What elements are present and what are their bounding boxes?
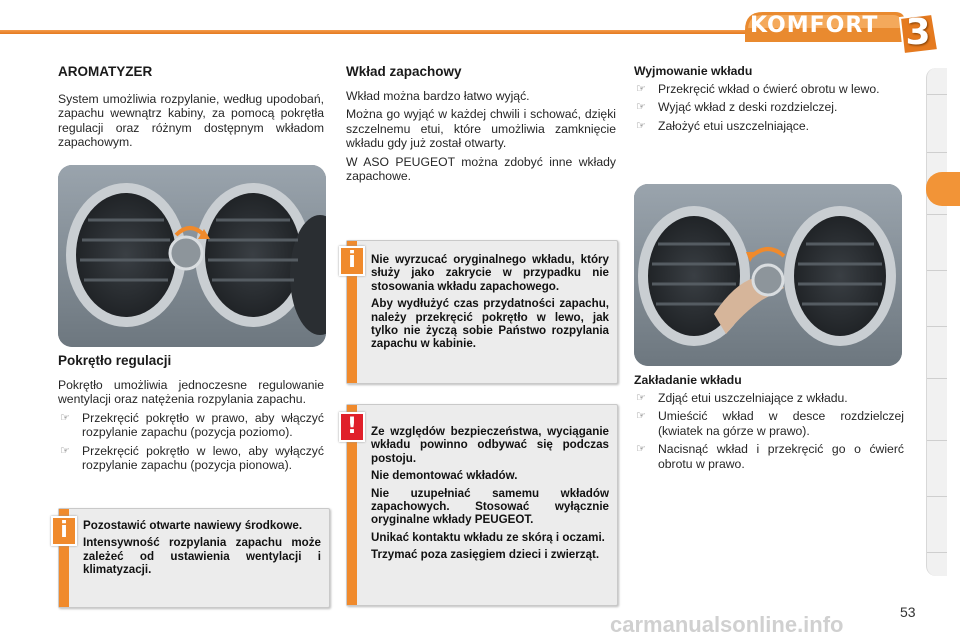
info-text: Pozostawić otwarte nawiewy środkowe.	[83, 519, 303, 532]
info-icon: i	[339, 246, 365, 276]
list-item	[634, 100, 904, 114]
warning-text: Trzymać poza zasięgiem dzieci i zwierząt.	[371, 548, 600, 562]
regulation-section	[58, 353, 324, 472]
section-heading-removal: Wyjmowanie wkładu	[634, 64, 753, 78]
pointing-hand-icon: ☞	[636, 392, 646, 404]
pointing-hand-icon: ☞	[636, 119, 646, 132]
paragraph: Wkład można bardzo łatwo wyjąć.	[346, 89, 530, 103]
warning-text: Nie uzupełniać samemu wkładów zapachowych. Stosować wyłącznie oryginalne wkłady PEUGEOT.	[371, 486, 609, 527]
section-heading-cartridge: Wkład zapachowy	[346, 64, 462, 79]
pointing-hand-icon: ☞	[636, 410, 646, 423]
tab-divider	[927, 270, 947, 271]
middle-column	[346, 64, 616, 183]
regulation-paragraph: Pokrętło umożliwia jednoczesne regulowanie wentylacji oraz natężenia rozpylania zapachu.	[58, 378, 324, 407]
list-item-text: Przekręcić wkład o ćwierć obrotu w lewo.	[658, 82, 880, 96]
pointing-hand-icon: ☞	[636, 101, 646, 114]
pointing-hand-icon: ☞	[60, 411, 70, 424]
paragraph: Można go wyjąć w każdej chwili i schować, dzięki szczelnemu etui, które umożliwia zamknięcie wkładu gdy już został otwarty.	[346, 107, 616, 151]
warning-icon: !	[339, 412, 365, 442]
info-icon: i	[51, 516, 77, 546]
section-heading-aromatyzer: AROMATYZER	[58, 64, 153, 79]
list-item-text: Wyjąć wkład z deski rozdzielczej.	[658, 100, 838, 115]
page-number: 53	[900, 604, 916, 620]
tab-divider	[927, 378, 947, 379]
install-section	[634, 373, 904, 471]
tab-divider	[927, 94, 947, 95]
tab-divider	[927, 326, 947, 327]
page-title: KOMFORT	[750, 13, 879, 38]
left-column	[58, 64, 324, 150]
chapter-tab-rail	[926, 68, 947, 576]
pointing-hand-icon: ☞	[636, 83, 646, 95]
info-box-left	[58, 508, 330, 608]
warning-text: Unikać kontaktu wkładu ze skórą i oczami.	[371, 530, 605, 544]
list-item-text: Przekręcić pokrętło w prawo, aby włączyć rozpylanie zapachu (pozycja poziomo).	[82, 410, 324, 440]
list-item	[58, 444, 324, 473]
list-item	[634, 391, 904, 405]
active-chapter-tab[interactable]	[926, 172, 960, 206]
list-item	[58, 411, 324, 440]
warning-box	[346, 404, 618, 606]
removal-section	[634, 64, 904, 133]
tab-divider	[927, 496, 947, 497]
intro-paragraph: System umożliwia rozpylanie, według upodobań, zapachu wewnątrz kabiny, za pomocą pokrętła regulacji oraz różnym dostępnym wkładom zapachowym.	[58, 92, 324, 150]
pointing-hand-icon: ☞	[636, 443, 646, 456]
dashboard-vent-photo	[58, 165, 326, 347]
watermark: carmanualsonline.info	[610, 612, 844, 637]
list-item-text: Umieścić wkład w desce rozdzielczej (kwiatek na górze w prawo).	[658, 409, 904, 438]
list-item	[634, 82, 904, 96]
list-item-text: Nacisnąć wkład i przekręcić go o ćwierć obrotu w prawo.	[658, 442, 904, 471]
warning-text: Nie demontować wkładów.	[371, 469, 518, 483]
cartridge-removal-photo	[634, 184, 902, 366]
paragraph: W ASO PEUGEOT można zdobyć inne wkłady zapachowe.	[346, 154, 616, 184]
info-text: Nie wyrzucać oryginalnego wkładu, który służy jako zakrycie w przypadku nie stosowania wkładu zapachowego.	[371, 253, 609, 293]
list-item	[634, 442, 904, 471]
info-box-middle	[346, 240, 618, 384]
pointing-hand-icon: ☞	[60, 444, 70, 457]
info-text: Intensywność rozpylania zapachu może zależeć od ustawienia wentylacji i klimatyzacji.	[83, 536, 321, 577]
tab-divider	[927, 214, 947, 215]
warning-text: Ze względów bezpieczeństwa, wyciąganie wkładu powinno odbywać się podczas postoju.	[371, 425, 609, 465]
list-item-text: Przekręcić pokrętło w lewo, aby wyłączyć rozpylanie zapachu (pozycja pionowa).	[82, 443, 324, 473]
info-text: Aby wydłużyć czas przydatności zapachu, należy przekręcić pokrętło w lewo, jak tylko nie życzą sobie Państwo rozpylania zapachu w kabinie.	[371, 297, 609, 351]
list-item-text: Założyć etui uszczelniające.	[658, 118, 810, 133]
tab-divider	[927, 152, 947, 153]
chapter-number: 3	[905, 12, 931, 53]
section-heading-regulation: Pokrętło regulacji	[58, 353, 172, 368]
tab-divider	[927, 552, 947, 553]
section-heading-install: Zakładanie wkładu	[634, 373, 742, 387]
list-item	[634, 409, 904, 438]
list-item-text: Zdjąć etui uszczelniające z wkładu.	[658, 391, 848, 405]
list-item	[634, 119, 904, 133]
tab-divider	[927, 440, 947, 441]
